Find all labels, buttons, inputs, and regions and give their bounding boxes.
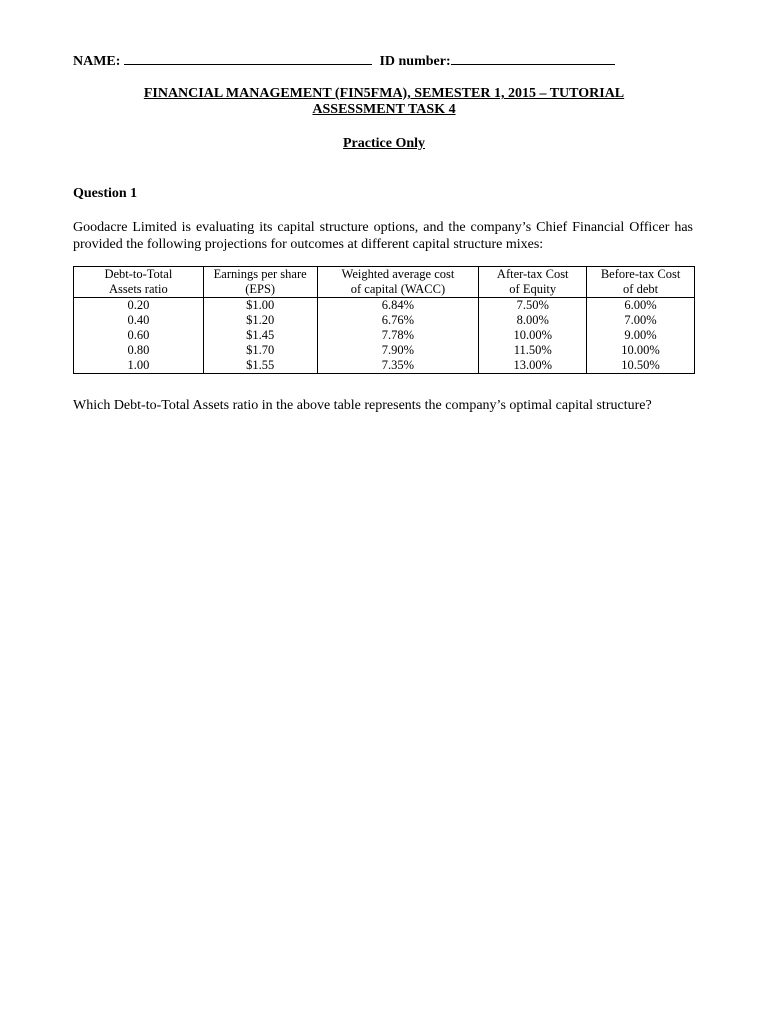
title-line-2: ASSESSMENT TASK 4 [312,102,456,117]
table-cell: 11.50% [479,343,587,358]
table-cell: 10.00% [587,343,695,358]
table-cell: $1.55 [203,358,317,374]
table-cell: 7.90% [317,343,479,358]
table-cell: 6.84% [317,298,479,314]
table-cell: $1.70 [203,343,317,358]
table-row [74,328,695,343]
table-cell: 13.00% [479,358,587,374]
column-header: Weighted average cost of capital (WACC) [317,267,479,298]
name-blank [124,52,372,65]
table-cell: 0.20 [74,298,204,314]
id-blank [451,52,615,65]
question-prompt: Which Debt-to-Total Assets ratio in the above table represents the company’s optimal capital structure? [73,398,652,413]
question-heading: Question 1 [73,186,138,201]
table-row [74,343,695,358]
table-row [74,298,695,314]
name-id-line [73,52,633,70]
question-intro: Goodacre Limited is evaluating its capital structure options, and the company’s Chief Financial Officer has provided the following projections for outcomes at different capital structure mixes: [73,220,693,252]
document-title [73,86,695,118]
table-cell: 6.00% [587,298,695,314]
table-cell: 0.80 [74,343,204,358]
table-header-row [74,267,695,298]
table-row [74,313,695,328]
table-cell: $1.45 [203,328,317,343]
id-label: ID number: [379,54,451,69]
name-label: NAME: [73,54,121,69]
table-row [74,358,695,374]
table-cell: 1.00 [74,358,204,374]
column-header: After-tax Cost of Equity [479,267,587,298]
table-cell: 8.00% [479,313,587,328]
column-header: Debt-to-Total Assets ratio [74,267,204,298]
table-cell: $1.00 [203,298,317,314]
table-cell: 10.50% [587,358,695,374]
title-line-1: FINANCIAL MANAGEMENT (FIN5FMA), SEMESTER 1, 2015 – TUTORIAL [143,86,625,101]
table-cell: 0.60 [74,328,204,343]
column-header: Earnings per share (EPS) [203,267,317,298]
column-header: Before-tax Cost of debt [587,267,695,298]
table-cell: 7.50% [479,298,587,314]
table-cell: 10.00% [479,328,587,343]
table-cell: $1.20 [203,313,317,328]
table-cell: 9.00% [587,328,695,343]
table-cell: 7.78% [317,328,479,343]
table-cell: 6.76% [317,313,479,328]
table-cell: 0.40 [74,313,204,328]
practice-subtitle: Practice Only [342,136,426,151]
table-cell: 7.00% [587,313,695,328]
table-cell: 7.35% [317,358,479,374]
capital-structure-table [73,266,695,374]
